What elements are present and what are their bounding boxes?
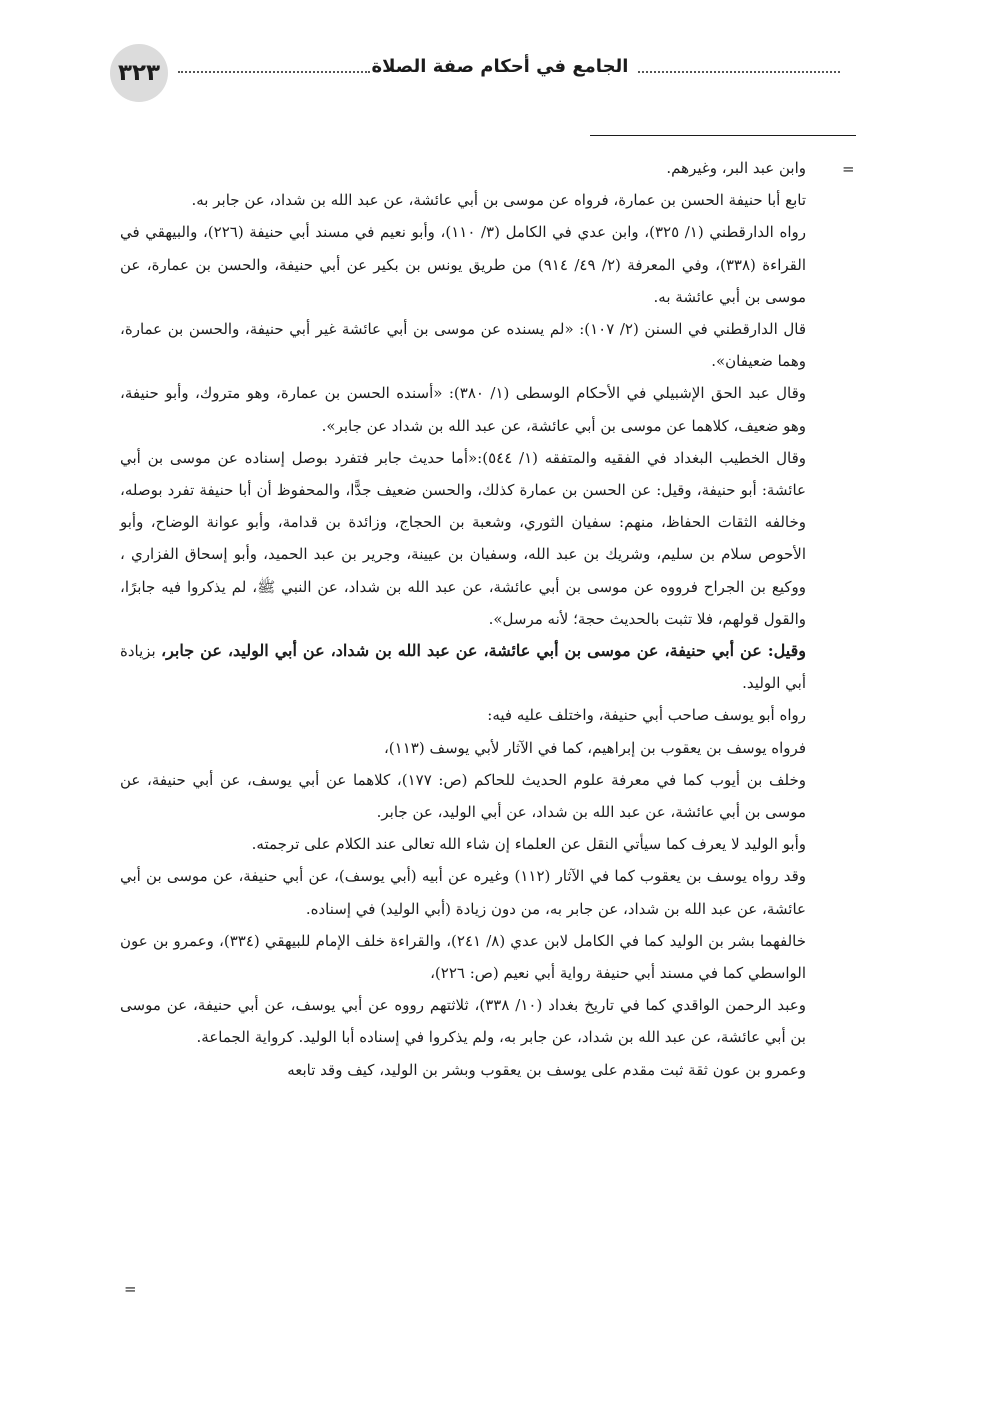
footnote-separator-rule [590, 135, 856, 136]
header-dotted-leader-right [638, 71, 840, 73]
paragraph: وخلف بن أيوب كما في معرفة علوم الحديث للحاكم (ص: ١٧٧)، كلاهما عن أبي يوسف، عن أبي حنيفة، عن موسى بن أبي عائشة، عن عبد الله بن شداد، عن أبي الوليد، عن جابر. [120, 770, 806, 822]
footnote-body [120, 152, 806, 1086]
paragraph: خالفهما بشر بن الوليد كما في الكامل لابن عدي (٨/ ٢٤١)، والقراءة خلف الإمام للبيهقي (٣٣٤)، وعمرو بن عون الواسطي كما في مسند أبي حنيفة رواية أبي نعيم (ص: ٢٢٦)، [120, 931, 806, 983]
paragraph [120, 635, 806, 699]
page-number-badge: ٣٢٣ [110, 44, 168, 102]
paragraph: رواه أبو يوسف صاحب أبي حنيفة، واختلف عليه فيه: [487, 706, 806, 725]
paragraph: وقال عبد الحق الإشبيلي في الأحكام الوسطى (١/ ٣٨٠): «أسنده الحسن بن عمارة، وهو متروك، وأبو حنيفة، وهو ضعيف، كلاهما عن موسى بن أبي عائشة، عن عبد الله بن شداد عن جابر». [120, 384, 806, 435]
paragraph: رواه الدارقطني (١/ ٣٢٥)، وابن عدي في الكامل (٣/ ١١٠)، وأبو نعيم في مسند أبي حنيفة (٢٢٦)، والبيهقي في القراءة (٣٣٨)، وفي المعرفة (٢/ ٤٩/ ٩١٤) من طريق يونس بن بكير عن أبي حنيفة، والحسن بن عمارة، عن موسى بن أبي عائشة به. [120, 223, 806, 306]
continuation-marker-bottom: = [124, 1280, 137, 1298]
paragraph: وابن عبد البر، وغيرهم. [666, 159, 806, 177]
paragraph: وأبو الوليد لا يعرف كما سيأتي النقل عن العلماء إن شاء الله تعالى عند الكلام على ترجمته. [251, 835, 806, 854]
bold-chain-text: وقيل: عن أبي حنيفة، عن موسى بن أبي عائشة، عن عبد الله بن شداد، عن أبي الوليد، عن جابر، [160, 641, 807, 661]
paragraph-text: بزيادة أبي الوليد. [120, 642, 806, 693]
paragraph: وقد رواه يوسف بن يعقوب كما في الآثار (١١٢) وغيره عن أبيه (أبي يوسف)، عن أبي حنيفة، عن موسى بن أبي عائشة، عن عبد الله بن شداد، عن جابر به، من دون زيادة (أبي الوليد) في إسناده. [120, 867, 806, 918]
paragraph: قال الدارقطني في السنن (٢/ ١٠٧): «لم يسنده عن موسى بن أبي عائشة غير أبي حنيفة، والحسن بن عمارة، وهما ضعيفان». [120, 320, 806, 371]
paragraph: فرواه يوسف بن يعقوب بن إبراهيم، كما في الآثار لأبي يوسف (١١٣)، [383, 738, 806, 757]
running-title: الجامع في أحكام صفة الصلاة [371, 56, 629, 77]
paragraph: وعمرو بن عون ثقة ثبت مقدم على يوسف بن يعقوب وبشر بن الوليد، كيف وقد تابعه [287, 1060, 806, 1079]
page-header [100, 44, 860, 102]
paragraph: وعبد الرحمن الواقدي كما في تاريخ بغداد (١٠/ ٣٣٨)، ثلاثتهم رووه عن أبي يوسف، عن أبي حنيفة، عن موسى بن أبي عائشة، عن عبد الله بن شداد، عن جابر به، ولم يذكروا في إسناده أبا الوليد. كرواية الجماعة. [120, 996, 806, 1047]
paragraph: وقال الخطيب البغداد في الفقيه والمتفقه (١/ ٥٤٤):«أما حديث جابر فتفرد بوصل إسناده عن موسى بن أبي عائشة: أبو حنيفة، وقيل: عن الحسن بن عمارة كذلك، والحسن ضعيف جدًّا، والمحفوظ أن أبا حنيفة تفرد بوصله، وخالفه الثقات الحفاظ، منهم: سفيان الثوري، وشعبة بن الحجاج، وزائدة بن قدامة، وأبو عوانة الوضاح، وأبو الأحوص سلام بن سليم، وشريك بن عبد الله، وسفيان بن عيينة، وجرير بن عبد الحميد، وأبو إسحاق الفزاري ، ووكيع بن الجراح فرووه عن موسى بن أبي عائشة، عن عبد الله بن شداد، عن النبي ﷺ، لم يذكروا فيه جابرًا، والقول قولهم، فلا تثبت بالحديث حجة؛ لأنه مرسل». [120, 448, 807, 628]
paragraph: تابع أبا حنيفة الحسن بن عمارة، فرواه عن موسى بن أبي عائشة، عن عبد الله بن شداد، عن جابر به. [191, 191, 806, 210]
continuation-marker-top: = [842, 160, 855, 178]
header-dotted-leader-left [178, 71, 370, 73]
